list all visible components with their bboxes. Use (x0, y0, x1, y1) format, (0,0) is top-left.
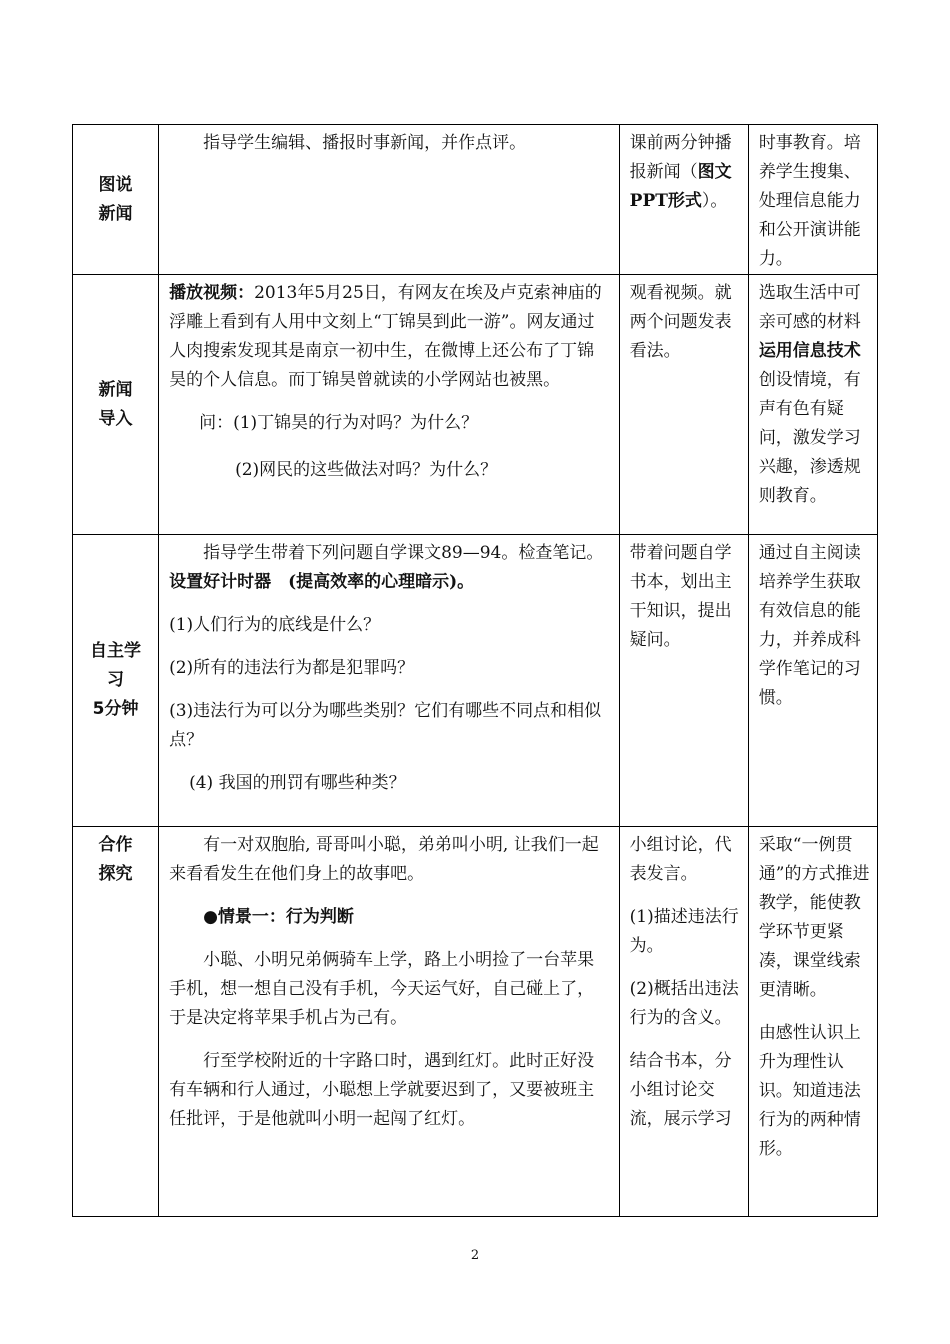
design-intent-cell (748, 275, 877, 535)
row-label: 自主学 (90, 641, 142, 661)
teacher-activity-cell (159, 125, 620, 275)
scene-title: ●情景一：行为判断 (203, 907, 354, 927)
design-intent-cell (748, 125, 877, 275)
row-label: 合作 (98, 835, 133, 855)
page-number: 2 (470, 1248, 480, 1263)
row-label-cell (73, 535, 159, 827)
timer-note: 设置好计时器 (提高效率的心理暗示)。 (169, 572, 475, 592)
scene-paragraph-1: 小聪、小明兄弟俩骑车上学，路上小明捡了一台苹果手机，想一想自己没有手机，今天运气好，自己碰上了，于是决定将苹果手机占为己有。 (169, 950, 595, 1028)
video-description (169, 279, 611, 395)
student-activity-cell (619, 275, 748, 535)
question-1: (1)人们行为的底线是什么？ (169, 615, 381, 635)
student-activity-cell (619, 827, 748, 1217)
row-label-cell (73, 275, 159, 535)
student-activity-text: 小组讨论，代表发言。 (629, 835, 732, 884)
table-row-self-study (73, 535, 878, 827)
design-intent-text: 选取生活中可亲可感的材料运用信息技术创设情境，有声有色有疑问，激发学习兴趣，渗透规则教育。 (758, 283, 861, 506)
question-2: (2)网民的这些做法对吗？为什么？ (235, 460, 498, 480)
design-intent-text: 时事教育。培养学生搜集、处理信息能力和公开演讲能力。 (758, 133, 861, 269)
student-activity-cell (619, 535, 748, 827)
student-activity-cell (619, 125, 748, 275)
table-row-picture-news (73, 125, 878, 275)
student-activity-text: 课前两分钟播报新闻（图文PPT形式）。 (629, 133, 732, 211)
row-label: 5分钟 (92, 699, 139, 719)
story-intro: 有一对双胞胎, 哥哥叫小聪，弟弟叫小明, 让我们一起来看看发生在他们身上的故事吧。 (169, 835, 599, 884)
question-2: (2)所有的违法行为都是犯罪吗？ (169, 658, 415, 678)
row-label: 新闻 (98, 379, 133, 400)
teacher-activity-cell (159, 535, 620, 827)
row-label: 习 (107, 670, 125, 690)
student-activity-text: 带着问题自学书本，划出主干知识，提出疑问。 (629, 543, 732, 650)
design-intent-cell (748, 535, 877, 827)
self-study-intro: 指导学生带着下列问题自学课文89—94。检查笔记。设置好计时器 (提高效率的心理暗示)。 (169, 543, 604, 592)
design-intent-cell (748, 827, 877, 1217)
teacher-activity-cell (159, 827, 620, 1217)
teacher-activity-cell (159, 275, 620, 535)
design-intent-text: 采取“一例贯通”的方式推进教学，能使教学环节更紧凑，课堂线索更清晰。 (758, 835, 870, 1000)
student-activity-text: 结合书本，分小组讨论交流，展示学习 (629, 1051, 732, 1129)
video-label: 播放视频： (169, 283, 255, 303)
question-1: 问：(1)丁锦昊的行为对吗？为什么？ (199, 413, 479, 433)
question-4: (4) 我国的刑罚有哪些种类？ (189, 773, 406, 793)
design-intent-text: 通过自主阅读培养学生获取有效信息的能力，并养成科学作笔记的习惯。 (758, 543, 861, 708)
row-label: 探究 (98, 864, 133, 884)
row-label-cell (73, 827, 159, 1217)
question-3: (3)违法行为可以分为哪些类别？它们有哪些不同点和相似点？ (169, 701, 602, 750)
student-activity-text: (2)概括出违法行为的含义。 (629, 979, 739, 1028)
student-activity-text: 观看视频。就两个问题发表看法。 (629, 283, 732, 361)
student-activity-text: (1)描述违法行为。 (629, 907, 739, 956)
row-label: 图说 (98, 174, 133, 195)
table-row-cooperative-inquiry (73, 827, 878, 1217)
lesson-plan-table (72, 124, 878, 1217)
design-intent-text: 由感性认识上升为理性认识。知道违法行为的两种情形。 (758, 1023, 861, 1159)
row-label: 新闻 (98, 203, 133, 224)
row-label-cell (73, 125, 159, 275)
row-label: 导入 (98, 408, 133, 429)
table-row-news-intro (73, 275, 878, 535)
scene-paragraph-2: 行至学校附近的十字路口时，遇到红灯。此时正好没有车辆和行人通过，小聪想上学就要迟到了，又要被班主任批评，于是他就叫小明一起闯了红灯。 (169, 1051, 595, 1129)
teacher-activity-text: 指导学生编辑、播报时事新闻，并作点评。 (203, 133, 527, 153)
video-text: 2013年5月25日，有网友在埃及卢克索神庙的浮雕上看到有人用中文刻上“丁锦昊到此一游”。网友通过人肉搜索发现其是南京一初中生，在微博上还公布了丁锦昊的个人信息。而丁锦昊曾就读的小学网站也被黑。 (169, 283, 602, 390)
